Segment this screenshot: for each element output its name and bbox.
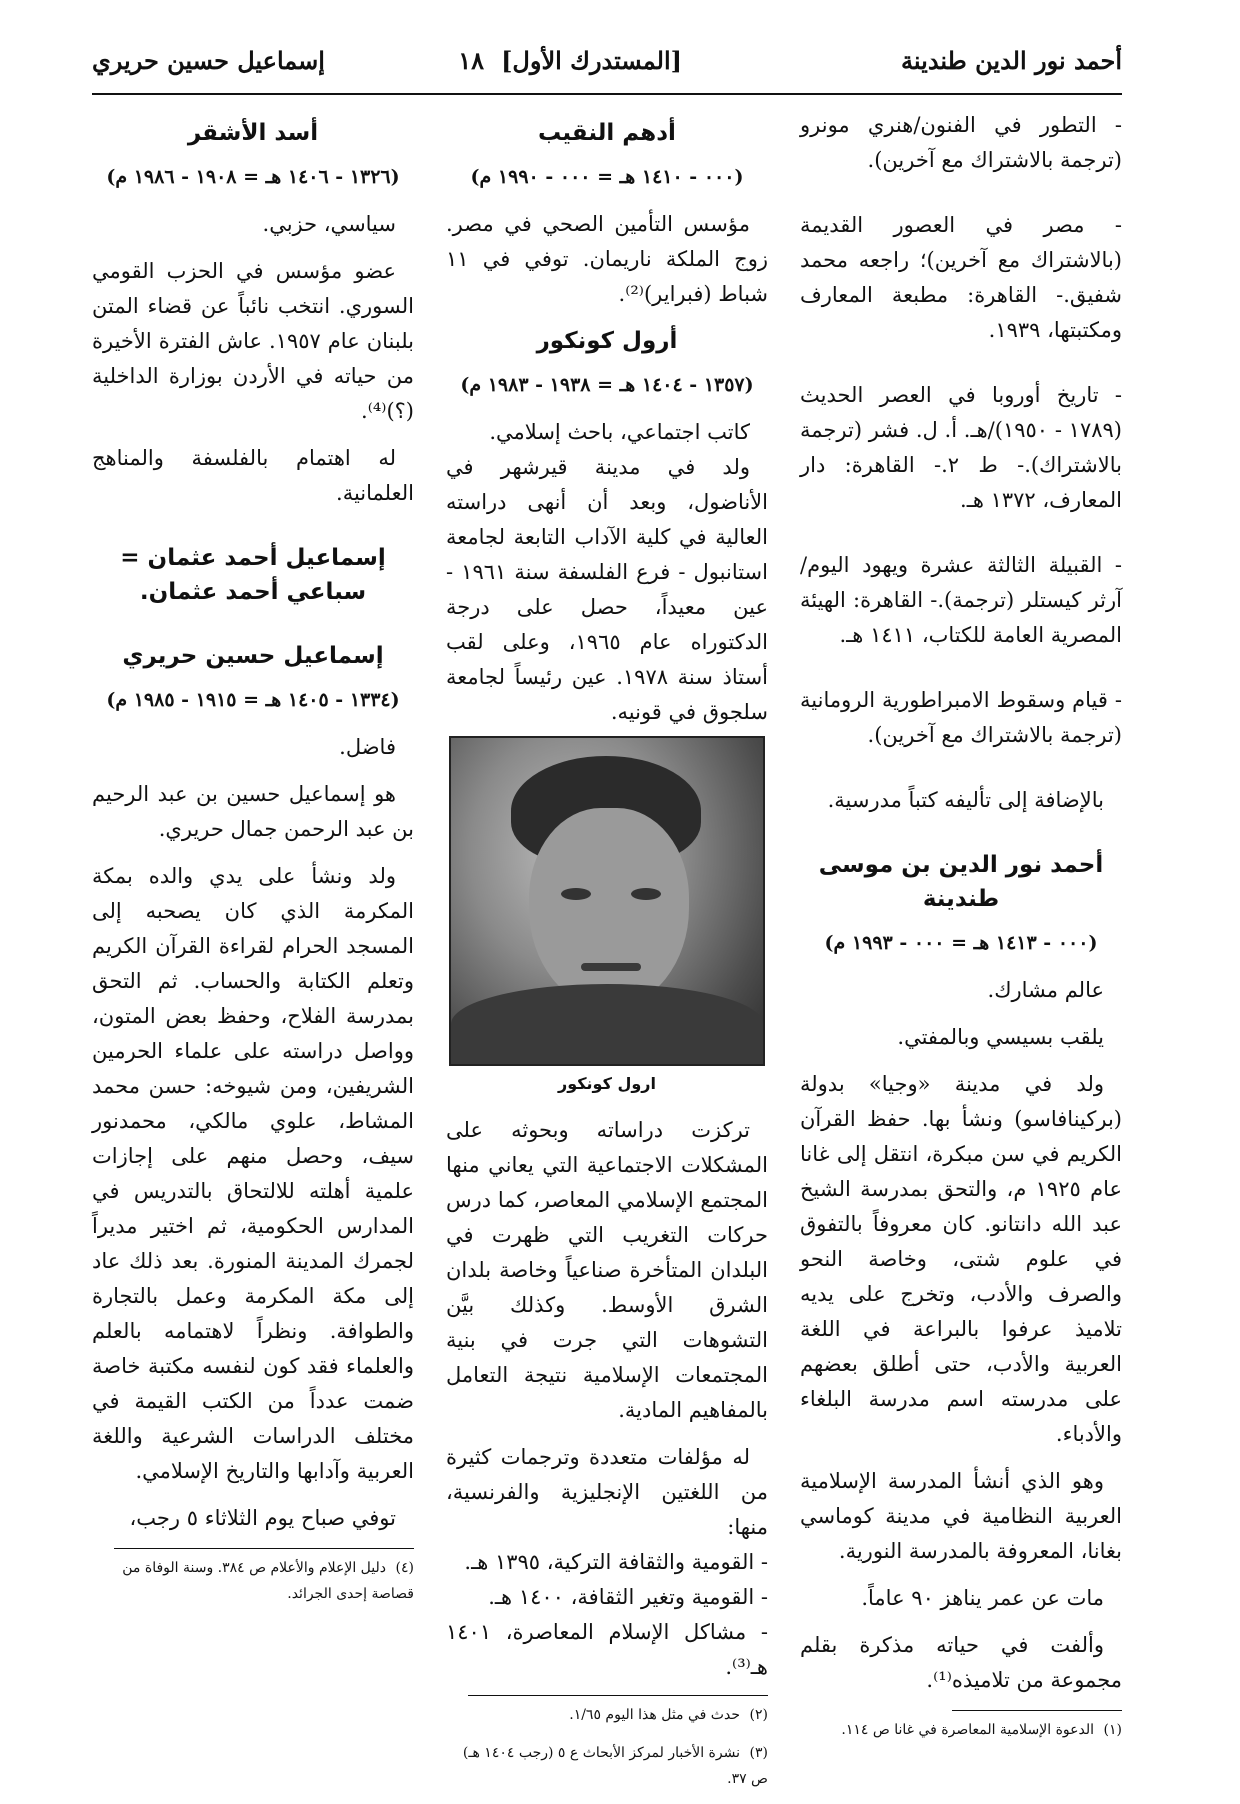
header-entry-left: إسماعيل حسين حريري	[92, 46, 325, 75]
entry-title: أرول كونكور	[536, 328, 678, 354]
entry-paragraph: عضو مؤسس في الحزب القومي السوري. انتخب نائباً عن قضاء المتن بلبنان عام ١٩٥٧. عاش الفترة الأخيرة من حياته في الأردن بوزارة الداخلية (؟)⁽⁴⁾.	[92, 259, 414, 423]
entry-paragraph: عالم مشارك.	[987, 978, 1104, 1002]
entry-paragraph: فاضل.	[339, 735, 396, 759]
footnote-number: (٢)	[749, 1707, 768, 1723]
footnote-rule	[114, 1548, 414, 1549]
entry-title: أسد الأشقر	[187, 120, 319, 146]
footnote-text: نشرة الأخبار لمركز الأبحاث ع ٥ (رجب ١٤٠٤ هـ) ص ٣٧.	[462, 1745, 768, 1787]
header-rule	[92, 93, 1122, 95]
entry-paragraph: ولد في مدينة قيرشهر في الأناضول، وبعد أن أنهى دراسته العالية في كلية الآداب التابعة لجامعة استانبول - فرع الفلسفة سنة ١٩٦١ - عين معيداً، حصل على درجة الدكتوراه عام ١٩٦٥، وعلى لقب أستاذ سنة ١٩٧٨. عين رئيساً لجامعة سلجوق في قونيه.	[446, 455, 768, 724]
entry-dates: (١٣٢٦ - ١٤٠٦ هـ = ١٩٠٨ - ١٩٨٦ م)	[106, 166, 400, 188]
page-number: ١٨	[458, 46, 484, 75]
entry-paragraph: وألفت في حياته مذكرة بقلم مجموعة من تلاميذه⁽¹⁾.	[800, 1633, 1122, 1692]
entry-title: إسماعيل حسين حريري	[122, 643, 384, 669]
column-right	[800, 108, 1122, 1755]
work-item: - القومية وتغير الثقافة، ١٤٠٠ هـ.	[488, 1585, 768, 1609]
work-item: - القومية والثقافة التركية، ١٣٩٥ هـ.	[464, 1550, 768, 1574]
entry-paragraph: كاتب اجتماعي، باحث إسلامي.	[489, 420, 750, 444]
cross-reference-title: إسماعيل أحمد عثمان = سباعي أحمد عثمان.	[120, 545, 386, 605]
entry-paragraph: توفي صباح يوم الثلاثاء ٥ رجب،	[129, 1506, 396, 1530]
footnote	[446, 1702, 768, 1728]
entry-paragraph: له اهتمام بالفلسفة والمناهج العلمانية.	[92, 446, 414, 505]
entry-dates: (٠٠٠ - ١٤١٣ هـ = ٠٠٠ - ١٩٩٣ م)	[824, 932, 1098, 954]
entry-title: أدهم النقيب	[538, 120, 676, 146]
column-middle	[446, 108, 768, 1804]
work-note: بالإضافة إلى تأليفه كتباً مدرسية.	[827, 788, 1104, 812]
page-header	[92, 46, 1122, 86]
column-left	[92, 108, 414, 1619]
header-entry-right: أحمد نور الدين طندينة	[901, 46, 1122, 75]
work-item: - القبيلة الثالثة عشرة ويهود اليوم/ آرثر كيستلر (ترجمة).- القاهرة: الهيئة المصرية العامة للكتاب، ١٤١١ هـ.	[800, 553, 1122, 647]
entry-paragraph: ولد ونشأ على يدي والده بمكة المكرمة الذي كان يصحبه إلى المسجد الحرام لقراءة القرآن الكريم وتعلم الكتابة والحساب. ثم التحق بمدرسة الفلاح، وحفظ بعض المتون، وواصل دراسته على علماء الحرمين الشريفين، ومن شيوخه: حسن محمد المشاط، علوي مالكي، محمدنور سيف، وحصل منهم على إجازات علمية أهلته للالتحاق بالتدريس في المدارس الحكومية، ثم اختير مديراً لجمرك المدينة المنورة. بعد ذلك عاد إلى مكة المكرمة وعمل بالتجارة والطوافة. ونظراً لاهتمامه بالعلم والعلماء فقد كون لنفسه مكتبة خاصة ضمت عدداً من الكتب القيمة في مختلف الدراسات الشرعية واللغة العربية وآدابها والتاريخ الإسلامي.	[92, 864, 414, 1483]
entry-paragraph: له مؤلفات متعددة وترجمات كثيرة من اللغتين الإنجليزية والفرنسية، منها:	[446, 1445, 768, 1539]
entry-paragraph: ولد في مدينة «وجيا» بدولة (بركينافاسو) ونشأ بها. حفظ القرآن الكريم في سن مبكرة، انتقل إلى غانا عام ١٩٢٥ م، والتحق بمدرسة الشيخ عبد الله دانتانو. كان معروفاً بالتفوق في علوم شتى، وخاصة النحو والصرف والأدب، وتخرج على يديه تلاميذ عرفوا بالبراعة في اللغة العربية والأدب، حتى أطلق بعضهم على مدرسته اسم مدرسة البلغاء والأدباء.	[800, 1072, 1122, 1446]
entry-dates: (٠٠٠ - ١٤١٠ هـ = ٠٠٠ - ١٩٩٠ م)	[470, 166, 744, 188]
entry-dates: (١٣٣٤ - ١٤٠٥ هـ = ١٩١٥ - ١٩٨٥ م)	[106, 689, 400, 711]
footnote	[92, 1555, 414, 1607]
entry-paragraph: مات عن عمر يناهز ٩٠ عاماً.	[861, 1586, 1104, 1610]
footnote-rule	[952, 1710, 1122, 1711]
entry-paragraph: تركزت دراساته وبحوثه على المشكلات الاجتماعية التي يعاني منها المجتمع الإسلامي المعاصر، كما درس حركات التغريب التي ظهرت في البلدان المتأخرة صناعياً وخاصة بلدان الشرق الأوسط. وكذلك بيَّن التشوهات التي جرت في بنية المجتمعات الإسلامية نتيجة التعامل بالمفاهيم المادية.	[446, 1118, 768, 1422]
entry-dates: (١٣٥٧ - ١٤٠٤ هـ = ١٩٣٨ - ١٩٨٣ م)	[460, 374, 754, 396]
entry-paragraph: يلقب بسيسي وبالمفتي.	[897, 1025, 1104, 1049]
work-item: - تاريخ أوروبا في العصر الحديث (١٧٨٩ - ١٩٥٠)/هـ. أ. ل. فشر (ترجمة بالاشتراك).- ط ٢.- القاهرة: دار المعارف، ١٣٧٢ هـ.	[800, 383, 1122, 512]
work-item: - مصر في العصور القديمة (بالاشتراك مع آخرين)؛ راجعه محمد شفيق.- القاهرة: مطبعة المعارف ومكتبتها، ١٩٣٩.	[800, 213, 1122, 342]
entry-paragraph: هو إسماعيل حسين بن عبد الرحيم بن عبد الرحمن جمال حريري.	[92, 782, 414, 841]
entry-paragraph: سياسي، حزبي.	[262, 212, 396, 236]
footnote-rule	[468, 1695, 768, 1696]
entry-paragraph: وهو الذي أنشأ المدرسة الإسلامية العربية النظامية في مدينة كوماسي بغانا، المعروفة بالمدرسة النورية.	[800, 1469, 1122, 1563]
header-section: [المستدرك الأول]	[501, 46, 682, 75]
portrait-photo	[449, 736, 765, 1066]
entry-title: أحمد نور الدين بن موسى طندينة	[818, 852, 1104, 912]
entry-paragraph: مؤسس التأمين الصحي في مصر. زوج الملكة ناريمان. توفي في ١١ شباط (فبراير)⁽²⁾.	[446, 212, 768, 306]
footnote	[800, 1717, 1122, 1743]
footnote-text: دليل الإعلام والأعلام ص ٣٨٤. وسنة الوفاة من قصاصة إحدى الجرائد.	[122, 1560, 414, 1602]
photo-caption: ارول كونكور	[558, 1074, 656, 1093]
work-item: - التطور في الفنون/هنري مونرو (ترجمة بالاشتراك مع آخرين).	[800, 113, 1122, 172]
footnote	[446, 1740, 768, 1792]
footnote-text: الدعوة الإسلامية المعاصرة في غانا ص ١١٤.	[841, 1722, 1094, 1738]
work-item: - قيام وسقوط الامبراطورية الرومانية (ترجمة بالاشتراك مع آخرين).	[800, 688, 1122, 747]
work-item: - مشاكل الإسلام المعاصرة، ١٤٠١ هـ⁽³⁾.	[446, 1620, 768, 1679]
footnote-number: (١)	[1103, 1722, 1122, 1738]
footnote-number: (٤)	[395, 1560, 414, 1576]
footnote-number: (٣)	[749, 1745, 768, 1761]
footnote-text: حدث في مثل هذا اليوم ١/٦٥.	[569, 1707, 740, 1723]
